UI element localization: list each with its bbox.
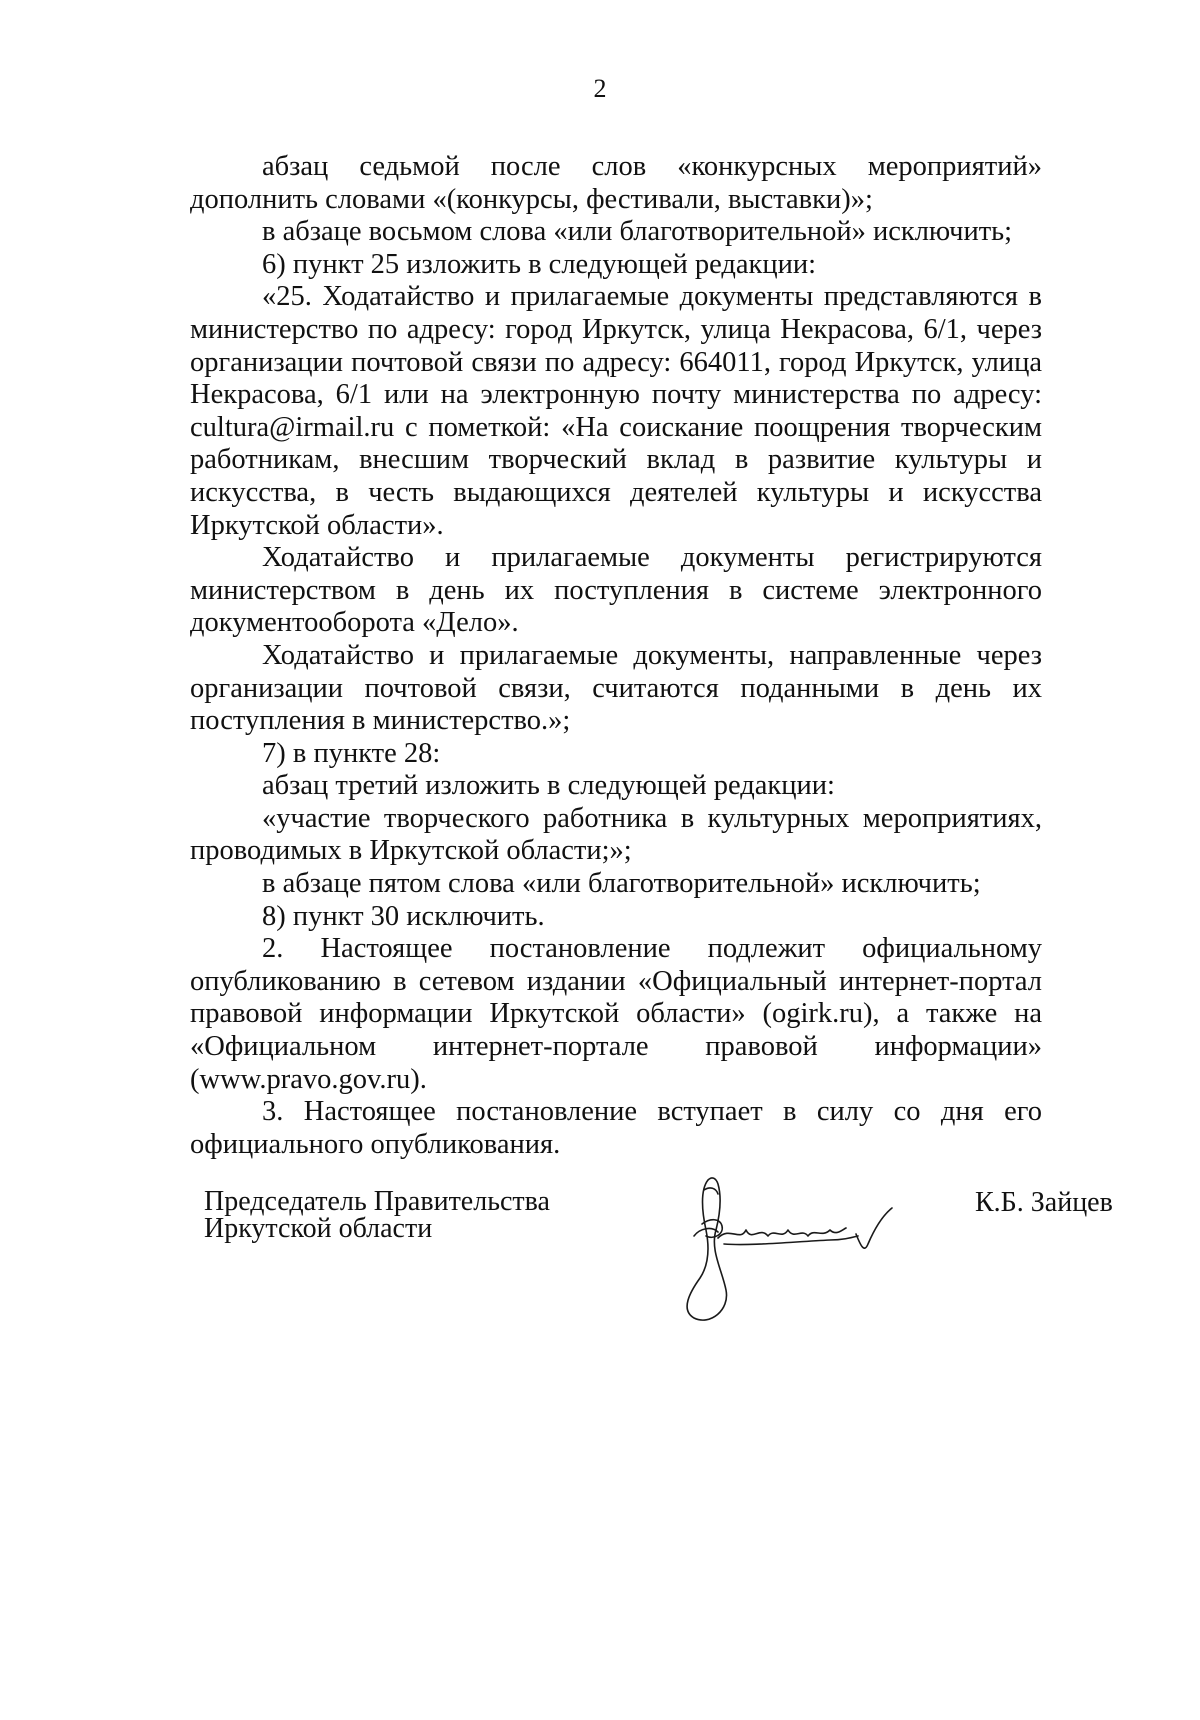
- paragraph-13: 3. Настоящее постановление вступает в силу со дня его официального опубликования.: [190, 1096, 1042, 1160]
- page-number: 2: [593, 74, 607, 103]
- paragraph-10: в абзаце пятом слова «или благотворительной» исключить;: [262, 868, 981, 900]
- signatory-name: К.Б. Зайцев: [975, 1187, 1113, 1218]
- signatory-title: [204, 1188, 550, 1242]
- paragraph-9: «участие творческого работника в культурных мероприятиях, проводимых в Иркутской области;»;: [190, 802, 1042, 867]
- paragraph-3: 6) пункт 25 изложить в следующей редакции:: [262, 248, 817, 280]
- paragraph-7: 7) в пункте 28:: [262, 737, 441, 769]
- paragraph-8: абзац третий изложить в следующей редакции:: [262, 770, 835, 802]
- paragraph-5: Ходатайство и прилагаемые документы регистрируются министерством в день их поступления в системе электронного документооборота «Дело».: [190, 542, 1042, 639]
- handwritten-signature-icon: [660, 1170, 920, 1330]
- paragraph-1: абзац седьмой после слов «конкурсных мероприятий» дополнить словами «(конкурсы, фестивали, выставки)»;: [190, 151, 1042, 215]
- document-body: [190, 151, 1042, 1161]
- signature-block: [0, 1188, 1200, 1348]
- paragraph-4: «25. Ходатайство и прилагаемые документы представляются в министерство по адресу: город Иркутск, улица Некрасова, 6/1, через организации почтовой связи по адресу: 664011, город Иркутск, улица Некрасова, 6/1 или на электронную почту министерства по адресу: cultura@irmail.ru с пометкой: «На соискание поощрения творческим работникам, внесшим творческий вклад в развитие культуры и искусства, в честь выдающихся деятелей культуры и искусства Иркутской области».: [190, 281, 1042, 541]
- paragraph-12: 2. Настоящее постановление подлежит официальному опубликованию в сетевом издании «Официальный интернет-портал правовой информации Иркутской области» (ogirk.ru), а также на «Официальном интернет-портале правовой информации» (www.pravo.gov.ru).: [190, 933, 1042, 1095]
- paragraph-11: 8) пункт 30 исключить.: [262, 900, 545, 932]
- paragraph-2: в абзаце восьмом слова «или благотворительной» исключить;: [262, 216, 1013, 248]
- paragraph-6: Ходатайство и прилагаемые документы, направленные через организации почтовой связи, считаются поданными в день их поступления в министерство.»;: [190, 639, 1042, 737]
- signatory-title-line-2: Иркутской области: [204, 1213, 433, 1244]
- signatory-title-line-1: Председатель Правительства: [204, 1186, 550, 1217]
